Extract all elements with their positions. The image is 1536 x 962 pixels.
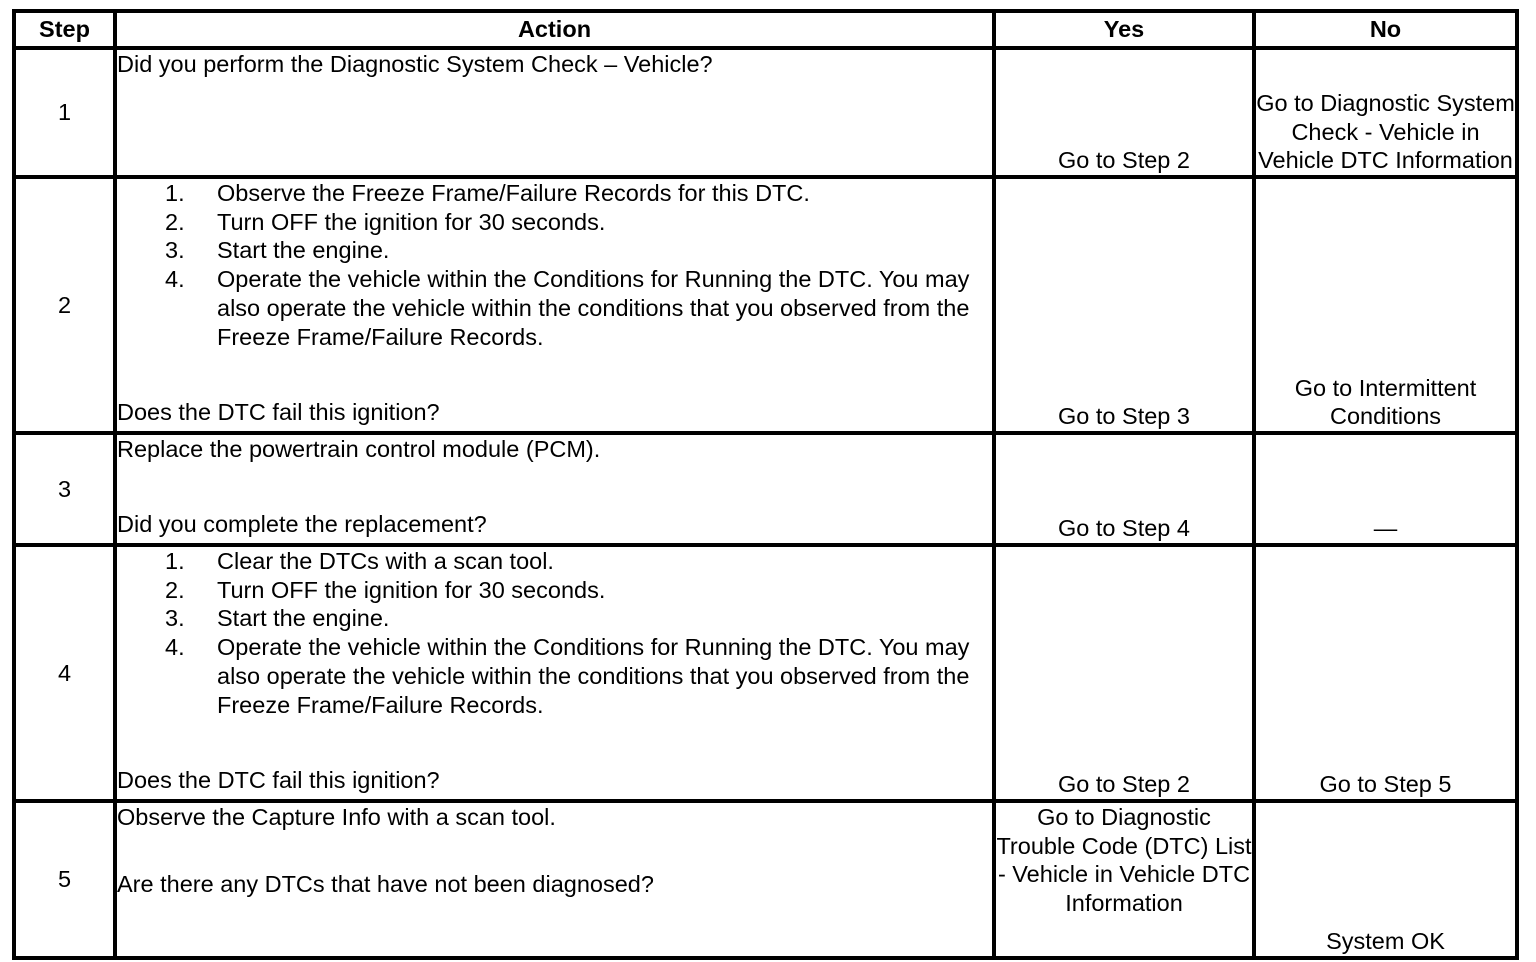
yes-cell: Go to Step 4 — [994, 433, 1254, 545]
list-item — [117, 576, 992, 605]
no-cell: — — [1254, 433, 1517, 545]
header-row — [14, 11, 1517, 48]
yes-cell: Go to Diagnostic Trouble Code (DTC) List - Vehicle in Vehicle DTC Information — [994, 801, 1254, 958]
action-cell — [115, 545, 994, 801]
action-question: Does the DTC fail this ignition? — [117, 399, 440, 426]
yes-cell: Go to Step 2 — [994, 545, 1254, 801]
yes-cell: Go to Step 3 — [994, 177, 1254, 433]
list-item-text: Clear the DTCs with a scan tool. — [217, 548, 554, 574]
list-item — [117, 208, 992, 237]
action-steps-list — [117, 547, 992, 719]
action-steps-list — [117, 179, 992, 351]
action-cell — [115, 801, 994, 958]
list-item-text: Turn OFF the ignition for 30 seconds. — [217, 576, 606, 603]
spacer — [117, 832, 992, 870]
no-cell: Go to Intermittent Conditions — [1254, 177, 1517, 433]
list-item-number: 4. — [165, 634, 185, 661]
action-question: Does the DTC fail this ignition? — [117, 767, 440, 794]
header-step: Step — [14, 11, 115, 48]
yes-cell: Go to Step 2 — [994, 48, 1254, 177]
list-item-number: 2. — [165, 576, 185, 603]
header-action: Action — [115, 11, 994, 48]
action-text: Observe the Capture Info with a scan tool. — [117, 804, 556, 830]
step-number: 2 — [14, 177, 115, 433]
action-question: Are there any DTCs that have not been diagnosed? — [117, 870, 654, 897]
action-question: Did you complete the replacement? — [117, 511, 487, 538]
list-item-text: Operate the vehicle within the Conditions for Running the DTC. You may also operate the vehicle within the conditions that you observed from the Freeze Frame/Failure Records. — [217, 266, 970, 350]
step-number: 5 — [14, 801, 115, 958]
action-text: Did you perform the Diagnostic System Check – Vehicle? — [117, 51, 713, 77]
action-cell — [115, 48, 994, 177]
list-item-text: Operate the vehicle within the Conditions for Running the DTC. You may also operate the vehicle within the conditions that you observed from the Freeze Frame/Failure Records. — [217, 634, 970, 718]
list-item — [117, 236, 992, 265]
step-number: 3 — [14, 433, 115, 545]
table-row-step-3 — [14, 433, 1517, 545]
diagnostic-table — [12, 9, 1519, 960]
list-item-text: Start the engine. — [217, 605, 390, 632]
list-item — [117, 179, 992, 208]
no-cell: Go to Diagnostic System Check - Vehicle in Vehicle DTC Information — [1254, 48, 1517, 177]
list-item-number: 1. — [165, 548, 185, 574]
no-cell: System OK — [1254, 801, 1517, 958]
list-item-number: 3. — [165, 237, 185, 264]
header-yes: Yes — [994, 11, 1254, 48]
list-item-text: Start the engine. — [217, 237, 390, 264]
list-item-number: 2. — [165, 208, 185, 235]
action-cell — [115, 433, 994, 545]
action-text: Replace the powertrain control module (PCM). — [117, 436, 601, 462]
list-item — [117, 633, 992, 719]
table-row-step-4 — [14, 545, 1517, 801]
step-number: 1 — [14, 48, 115, 177]
list-item — [117, 604, 992, 633]
table-row-step-5 — [14, 801, 1517, 958]
list-item-text: Turn OFF the ignition for 30 seconds. — [217, 208, 606, 235]
list-item-text: Observe the Freeze Frame/Failure Records for this DTC. — [217, 180, 810, 206]
no-cell: Go to Step 5 — [1254, 545, 1517, 801]
list-item-number: 4. — [165, 266, 185, 293]
list-item — [117, 265, 992, 351]
list-item — [117, 547, 992, 576]
step-number: 4 — [14, 545, 115, 801]
list-item-number: 1. — [165, 180, 185, 206]
table-row-step-1 — [14, 48, 1517, 177]
table-row-step-2 — [14, 177, 1517, 433]
list-item-number: 3. — [165, 605, 185, 632]
action-cell — [115, 177, 994, 433]
header-no: No — [1254, 11, 1517, 48]
